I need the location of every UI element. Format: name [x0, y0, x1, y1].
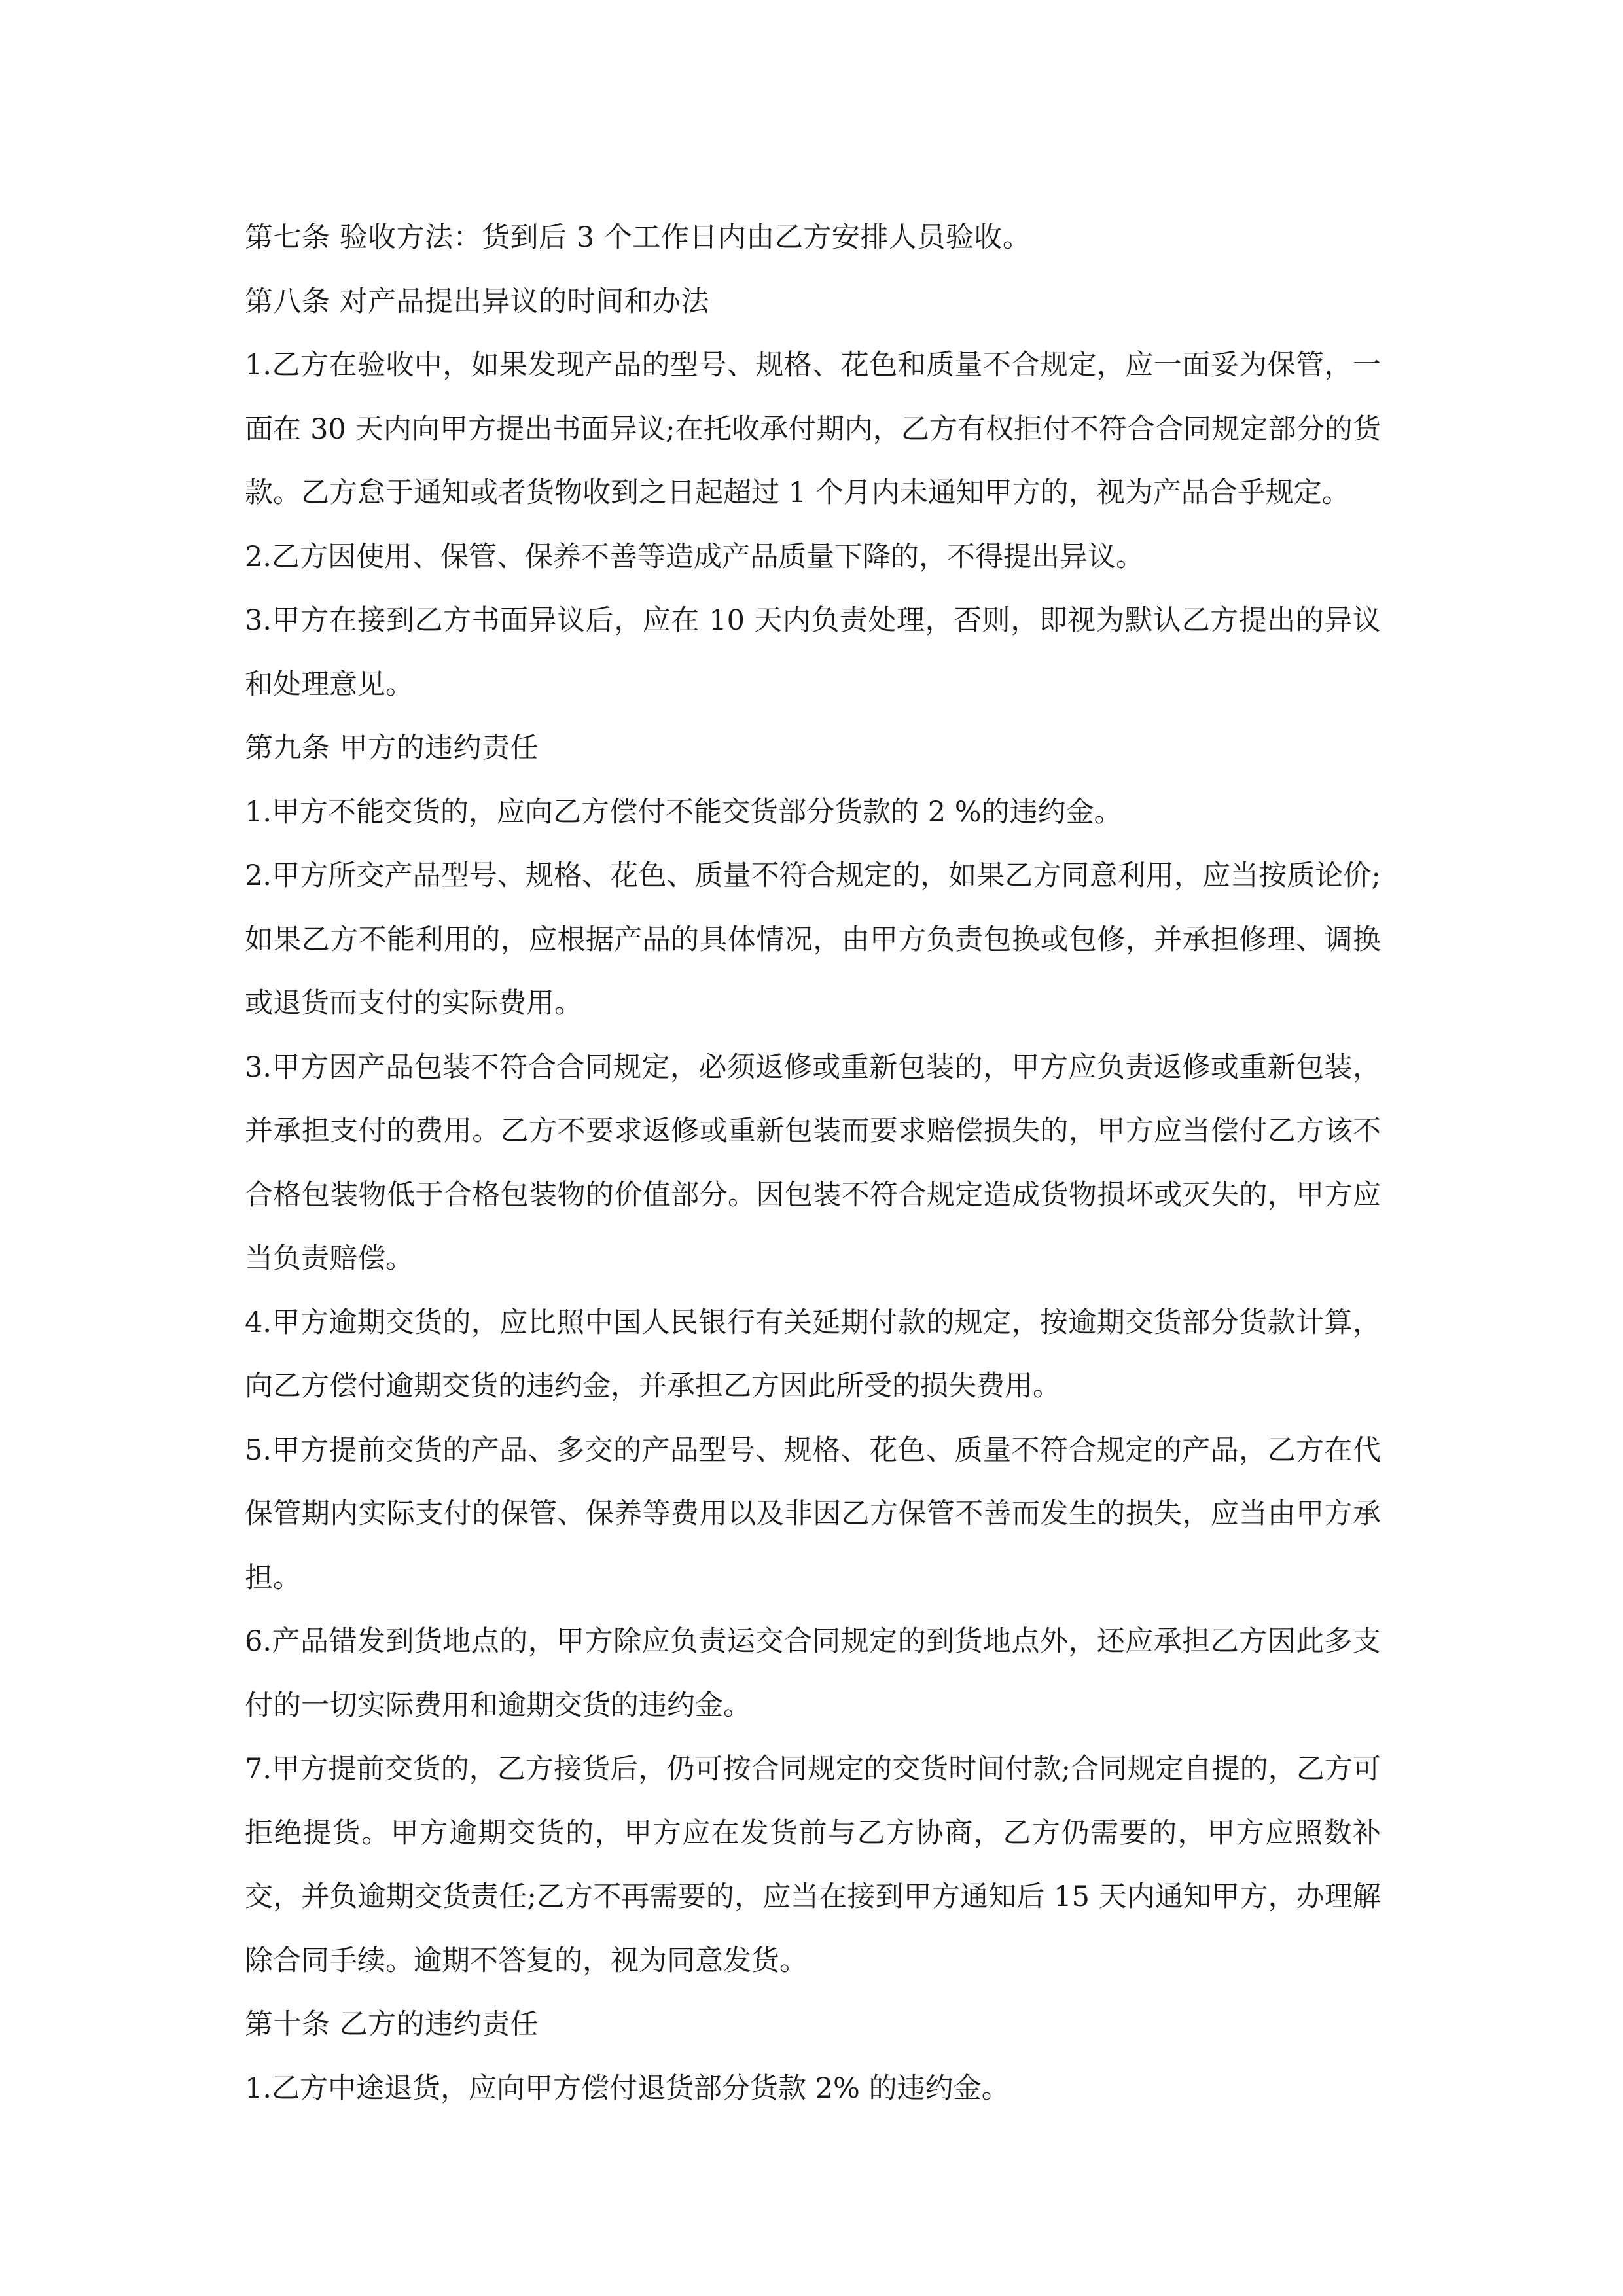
article-9-item-1: 1.甲方不能交货的，应向乙方偿付不能交货部分货款的 2 %的违约金。 [245, 795, 1122, 829]
article-9-item-5: 5.甲方提前交货的产品、多交的产品型号、规格、花色、质量不符合规定的产品，乙方在代保管期内实际支付的保管、保养等费用以及非因乙方保管不善而发生的损失，应当由甲方承担。 [245, 1433, 1381, 1594]
article-9-item-4: 4.甲方逾期交货的，应比照中国人民银行有关延期付款的规定，按逾期交货部分货款计算，向乙方偿付逾期交货的违约金，并承担乙方因此所受的损失费用。 [245, 1306, 1381, 1403]
article-10-heading: 第十条 乙方的违约责任 [245, 2008, 539, 2041]
article-8-item-1: 1.乙方在验收中，如果发现产品的型号、规格、花色和质量不合规定，应一面妥为保管，一面在 30 天内向甲方提出书面异议;在托收承付期内，乙方有权拒付不符合合同规定部分的货款。乙方怠于通知或者货物收到之日起超过 1 个月内未通知甲方的，视为产品合乎规定。 [245, 349, 1381, 509]
article-9-item-6: 6.产品错发到货地点的，甲方除应负责运交合同规定的到货地点外，还应承担乙方因此多支付的一切实际费用和逾期交货的违约金。 [245, 1625, 1381, 1722]
contract-body [245, 206, 1381, 2121]
article-9-item-3: 3.甲方因产品包装不符合合同规定，必须返修或重新包装的，甲方应负责返修或重新包装，并承担支付的费用。乙方不要求返修或重新包装而要求赔偿损失的，甲方应当偿付乙方该不合格包装物低于合格包装物的价值部分。因包装不符合规定造成货物损坏或灭失的，甲方应当负责赔偿。 [245, 1050, 1381, 1275]
article-10-item-1: 1.乙方中途退货，应向甲方偿付退货部分货款 2% 的违约金。 [245, 2072, 1010, 2105]
article-8-heading: 第八条 对产品提出异议的时间和办法 [245, 285, 710, 318]
article-9-item-2: 2.甲方所交产品型号、规格、花色、质量不符合规定的，如果乙方同意利用，应当按质论价;如果乙方不能利用的，应根据产品的具体情况，由甲方负责包换或包修，并承担修理、调换或退货而支付的实际费用。 [245, 859, 1381, 1020]
article-7-heading: 第七条 验收方法：货到后 3 个工作日内由乙方安排人员验收。 [245, 221, 1031, 254]
article-8-item-2: 2.乙方因使用、保管、保养不善等造成产品质量下降的，不得提出异议。 [245, 540, 1145, 573]
article-8-item-3: 3.甲方在接到乙方书面异议后，应在 10 天内负责处理，否则，即视为默认乙方提出的异议和处理意见。 [245, 604, 1381, 701]
article-9-heading: 第九条 甲方的违约责任 [245, 732, 539, 764]
article-9-item-7: 7.甲方提前交货的，乙方接货后，仍可按合同规定的交货时间付款;合同规定自提的，乙方可拒绝提货。甲方逾期交货的，甲方应在发货前与乙方协商，乙方仍需要的，甲方应照数补交，并负逾期交货责任;乙方不再需要的，应当在接到甲方通知后 15 天内通知甲方，办理解除合同手续。逾期不答复的，视为同意发货。 [245, 1753, 1381, 1977]
